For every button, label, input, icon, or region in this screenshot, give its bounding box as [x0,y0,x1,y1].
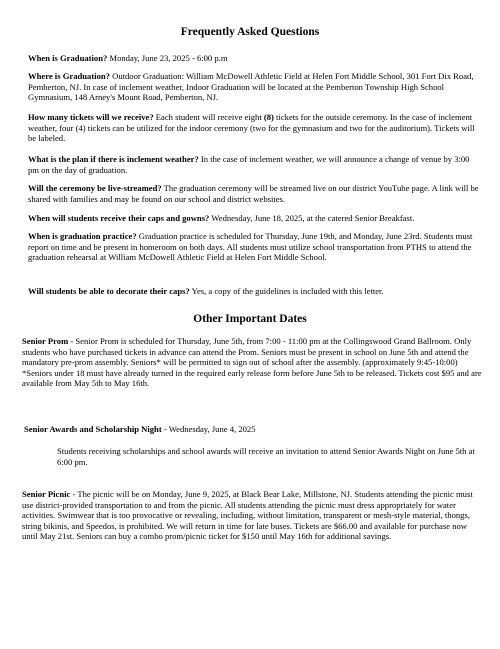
senior-prom-section [22,336,482,389]
faq-question: When is Graduation? [28,53,108,63]
awards-text: Students receiving scholarships and school awards will receive an invitation to attend Senior Awards Night on June 5th at 6:00 pm. [57,446,475,467]
faq-item-location [28,71,480,103]
faq-answer: The graduation ceremony will be streamed live on our district YouTube page. A link will be shared with families and may be found on our school and district websites. [28,183,479,204]
awards-section [24,424,484,435]
faq-answer: Wednesday, June 18, 2025, at the catered Senior Breakfast. [209,213,415,223]
faq-answer: Monday, June 23, 2025 - 6:00 p.m [107,53,228,63]
faq-question: How many tickets will we receive? [28,112,154,122]
faq-item-caps-gowns [28,213,480,224]
senior-picnic-title: Senior Picnic [22,489,71,499]
faq-question: Will students be able to decorate their caps? [28,286,190,296]
faq-item-date [28,53,480,64]
awards-title: Senior Awards and Scholarship Night [24,424,162,434]
faq-question: Will the ceremony be live-streamed? [28,183,162,193]
faq-question: Where is Graduation? [28,71,110,81]
faq-answer: tickets for the outside ceremony. In the case of inclement weather, four (4) tickets can be utilized for the indoor ceremony (two for the gymnasium and two for the auditorium). Tickets will be labeled. [28,112,475,144]
faq-heading: Frequently Asked Questions [180,26,320,38]
faq-item-practice [28,231,480,263]
faq-item-decorate [28,286,480,297]
senior-prom-text: - Senior Prom is scheduled for Thursday, June 5th, from 7:00 - 11:00 pm at the Collingswood Grand Ballroom. Only students who have purchased tickets in advance can attend the Prom. Seniors must be present in school on June 5th and attend the mandatory pre-prom assembly. Seniors* will be permitted to sign out of school after the assembly. (approximately 9:45-10:00) *Seniors under 18 must have already turned in the required early release form before June 5th to be released. Tickets cost $95 and are available from May 5th to May 16th. [22,336,482,389]
faq-answer: Outdoor Graduation: William McDowell Athletic Field at Helen Fort Middle School, 301 Fort Dix Road, Pemberton, NJ. In case of inclement weather, Indoor Graduation will be located at the Pemberton Township High School Gymnasium, 148 Arney's Mount Road, Pemberton, NJ. [28,71,474,103]
faq-answer: Graduation practice is scheduled for Thursday, June 19th, and Monday, June 23rd. Students must report on time and be present in homeroom on both days. All students must utilize school transportation from PTHS to attend the graduation rehearsal at William McDowell Athletic Field at Helen Fort Middle School. [28,231,473,263]
faq-answer-bold: (8) [263,112,274,122]
senior-picnic-text: - The picnic will be on Monday, June 9, 2025, at Black Bear Lake, Millstone, NJ. Students attending the picnic must use district-provided transportation to and from the picnic. All students attending the picnic must dress appropriately for water activities. Swimwear that is too provocative or revealing, including, without limitation, transparent or mesh-style material, thongs, string bikinis, and Speedos, is prohibited. We will return in time for late buses. Tickets are $66.00 and available for purchase now until May 21st. Seniors can buy a combo prom/picnic ticket for $150 until May 16th for additional savings. [22,489,473,542]
faq-item-weather [28,154,480,175]
senior-picnic-section [22,489,482,542]
faq-answer: Yes, a copy of the guidelines is included with this letter. [189,286,384,296]
faq-answer: Each student will receive eight [153,112,264,122]
faq-item-tickets [28,112,480,144]
dates-heading: Other Important Dates [193,313,307,325]
faq-question: What is the plan if there is inclement weather? [28,154,199,164]
faq-question: When will students receive their caps and gowns? [28,213,210,223]
awards-date: - Wednesday, June 4, 2025 [161,424,256,434]
faq-answer: In the case of inclement weather, we will announce a change of venue by 3:00 pm on the day of graduation. [28,154,470,175]
senior-prom-title: Senior Prom [22,336,69,346]
faq-item-livestream [28,183,480,204]
faq-question: When is graduation practice? [28,231,137,241]
